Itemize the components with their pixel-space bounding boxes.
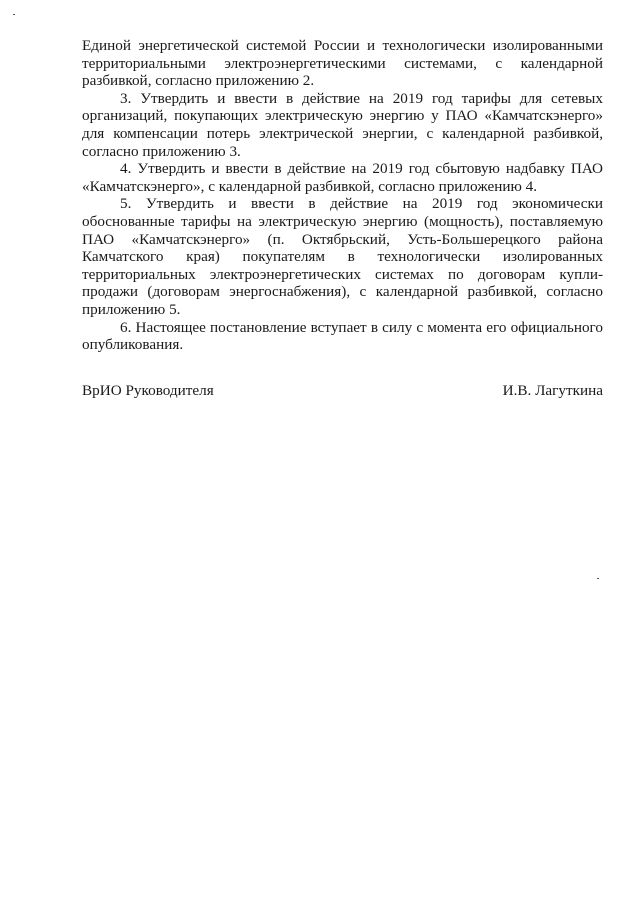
paragraph-5: 5. Утвердить и ввести в действие на 2019 год экономически обоснованные тарифы на электрическую энергию (мощность), поставляемую ПАО «Камчатскэнерго» (п. Октябрьский, Усть-Большерецкого района Камчатского края) покупателям в технологически изолированных территориальных электроэнергетических системах по договорам купли-продажи (договорам энергоснабжения), с календарной разбивкой, согласно приложению 5. <box>82 195 603 318</box>
paragraph-6: 6. Настоящее постановление вступает в силу с момента его официального опубликования. <box>82 318 603 354</box>
document-body <box>82 37 603 354</box>
paragraph-4: 4. Утвердить и ввести в действие на 2019 год сбытовую надбавку ПАО «Камчатскэнерго», с календарной разбивкой, согласно приложению 4. <box>82 160 603 195</box>
paragraph-3: 3. Утвердить и ввести в действие на 2019 год тарифы для сетевых организаций, покупающих электрическую энергию у ПАО «Камчатскэнерго» для компенсации потерь электрической энергии, с календарной разбивкой, согласно приложению 3. <box>82 89 603 160</box>
signature-block <box>82 382 603 400</box>
scan-speck <box>597 578 599 579</box>
signatory-position: ВрИО Руководителя <box>82 382 214 399</box>
scan-speck <box>13 14 15 15</box>
signatory-name: И.В. Лагуткина <box>502 382 603 399</box>
paragraph-2-continued: Единой энергетической системой России и технологически изолированными территориальными электроэнергетическими системами, с календарной разбивкой, согласно приложению 2. <box>82 37 603 90</box>
